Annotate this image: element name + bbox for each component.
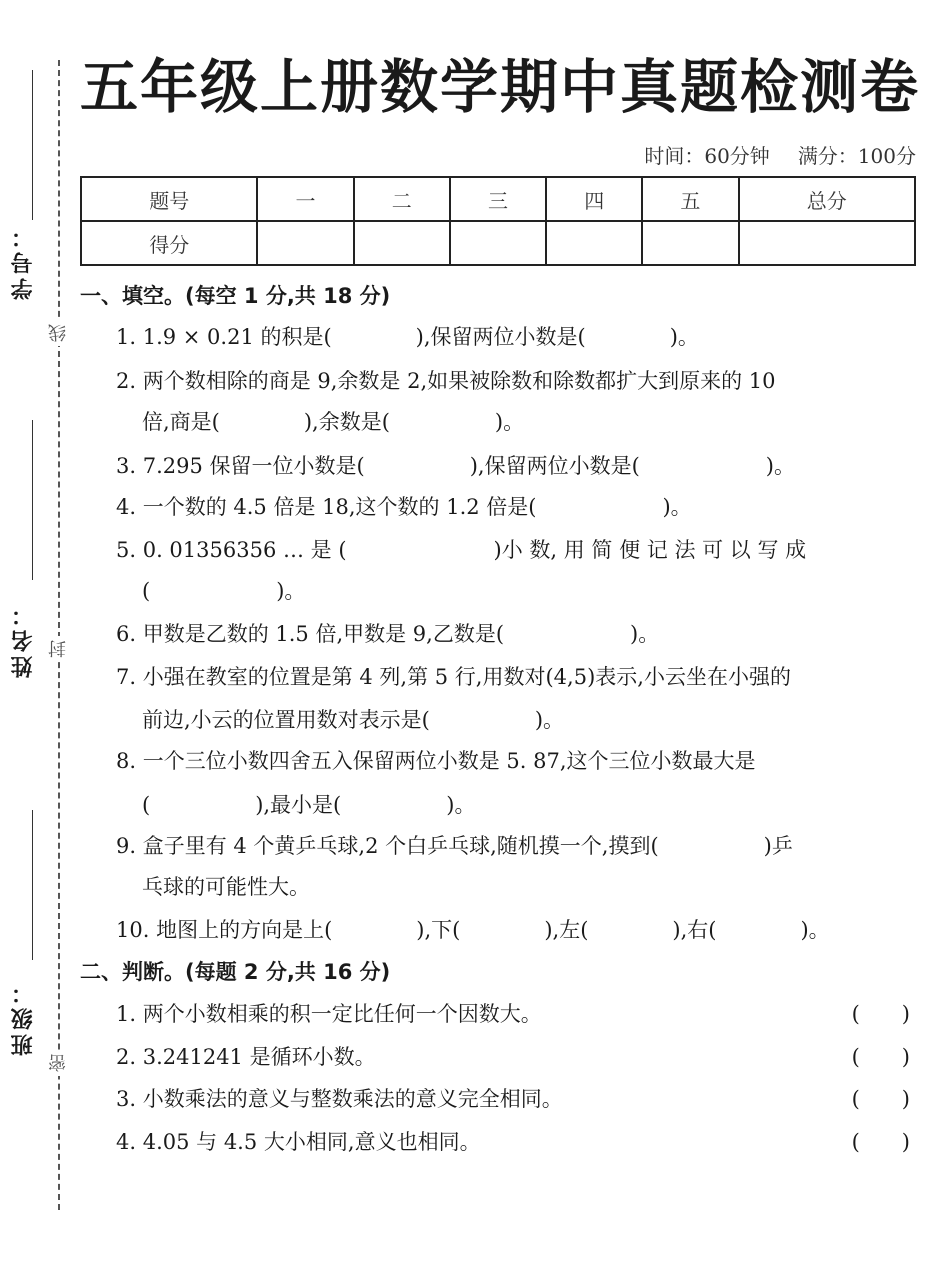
score-cell: 总分 bbox=[739, 177, 915, 221]
exam-meta bbox=[616, 140, 916, 169]
binding-dashed-line bbox=[58, 60, 60, 1210]
name-line bbox=[32, 420, 33, 580]
score-cell: 题号 bbox=[81, 177, 257, 221]
question-8-line2: ( ),最小是( )。 bbox=[142, 793, 476, 817]
question-5-line2: ( )。 bbox=[142, 579, 306, 603]
question-9-line2: 乓球的可能性大。 bbox=[142, 875, 310, 899]
score-cell: 一 bbox=[257, 177, 353, 221]
question-1: 1. 1.9 × 0.21 的积是( ),保留两位小数是( )。 bbox=[116, 325, 699, 349]
section1-heading: 一、填空。(每空 1 分,共 18 分) bbox=[80, 284, 391, 308]
question-7-line1: 7. 小强在教室的位置是第 4 列,第 5 行,用数对(4,5)表示,小云坐在小强的 bbox=[116, 665, 791, 689]
score-input-cell[interactable] bbox=[354, 221, 450, 265]
seal-word-secret: 密 bbox=[46, 1050, 72, 1076]
question-4: 4. 一个数的 4.5 倍是 18,这个数的 1.2 倍是( )。 bbox=[116, 495, 692, 519]
class-label: 班级： bbox=[11, 978, 36, 1056]
score-cell: 五 bbox=[642, 177, 738, 221]
name-label: 姓名： bbox=[11, 600, 36, 678]
score-table-header-row bbox=[81, 177, 915, 221]
judge-item-4: 4. 4.05 与 4.5 大小相同,意义也相同。 bbox=[116, 1130, 481, 1154]
score-table-score-row bbox=[81, 221, 915, 265]
score-input-cell[interactable] bbox=[450, 221, 546, 265]
score-input-cell[interactable] bbox=[642, 221, 738, 265]
section2-heading: 二、判断。(每题 2 分,共 16 分) bbox=[80, 960, 391, 984]
student-id-label: 学号： bbox=[11, 222, 36, 300]
question-9-line1: 9. 盒子里有 4 个黄乒乓球,2 个白乒乓球,随机摸一个,摸到( )乒 bbox=[116, 834, 793, 858]
answer-paren-2[interactable]: ( ) bbox=[851, 1045, 910, 1069]
exam-full-score: 满分：100分 bbox=[797, 144, 916, 168]
question-10: 10. 地图上的方向是上( ),下( ),左( ),右( )。 bbox=[116, 918, 830, 942]
judge-item-3: 3. 小数乘法的意义与整数乘法的意义完全相同。 bbox=[116, 1087, 563, 1111]
score-input-cell[interactable] bbox=[739, 221, 915, 265]
judge-item-2: 2. 3.241241 是循环小数。 bbox=[116, 1045, 376, 1069]
score-input-cell[interactable] bbox=[546, 221, 642, 265]
question-5-line1: 5. 0. 01356356 … 是 ( )小 数, 用 简 便 记 法 可 以 写 成 bbox=[116, 538, 807, 562]
seal-word-line: 线 bbox=[46, 320, 72, 346]
seal-word-seal: 封 bbox=[46, 636, 72, 662]
question-7-line2: 前边,小云的位置用数对表示是( )。 bbox=[142, 708, 565, 732]
class-line bbox=[32, 810, 33, 960]
score-input-cell[interactable] bbox=[257, 221, 353, 265]
page-title: 五年级上册数学期中真题检测卷 bbox=[80, 53, 921, 121]
score-cell: 得分 bbox=[81, 221, 257, 265]
judge-item-1: 1. 两个小数相乘的积一定比任何一个因数大。 bbox=[116, 1002, 542, 1026]
question-6: 6. 甲数是乙数的 1.5 倍,甲数是 9,乙数是( )。 bbox=[116, 622, 660, 646]
question-2-line1: 2. 两个数相除的商是 9,余数是 2,如果被除数和除数都扩大到原来的 10 bbox=[116, 369, 776, 393]
student-id-line bbox=[32, 70, 33, 220]
score-cell: 四 bbox=[546, 177, 642, 221]
answer-paren-4[interactable]: ( ) bbox=[851, 1130, 910, 1154]
question-3: 3. 7.295 保留一位小数是( ),保留两位小数是( )。 bbox=[116, 454, 795, 478]
answer-paren-1[interactable]: ( ) bbox=[851, 1002, 910, 1026]
score-cell: 二 bbox=[354, 177, 450, 221]
question-2-line2: 倍,商是( ),余数是( )。 bbox=[142, 410, 525, 434]
score-cell: 三 bbox=[450, 177, 546, 221]
score-table bbox=[80, 176, 916, 266]
exam-time: 时间：60分钟 bbox=[644, 144, 770, 168]
question-8-line1: 8. 一个三位小数四舍五入保留两位小数是 5. 87,这个三位小数最大是 bbox=[116, 749, 756, 773]
answer-paren-3[interactable]: ( ) bbox=[851, 1087, 910, 1111]
